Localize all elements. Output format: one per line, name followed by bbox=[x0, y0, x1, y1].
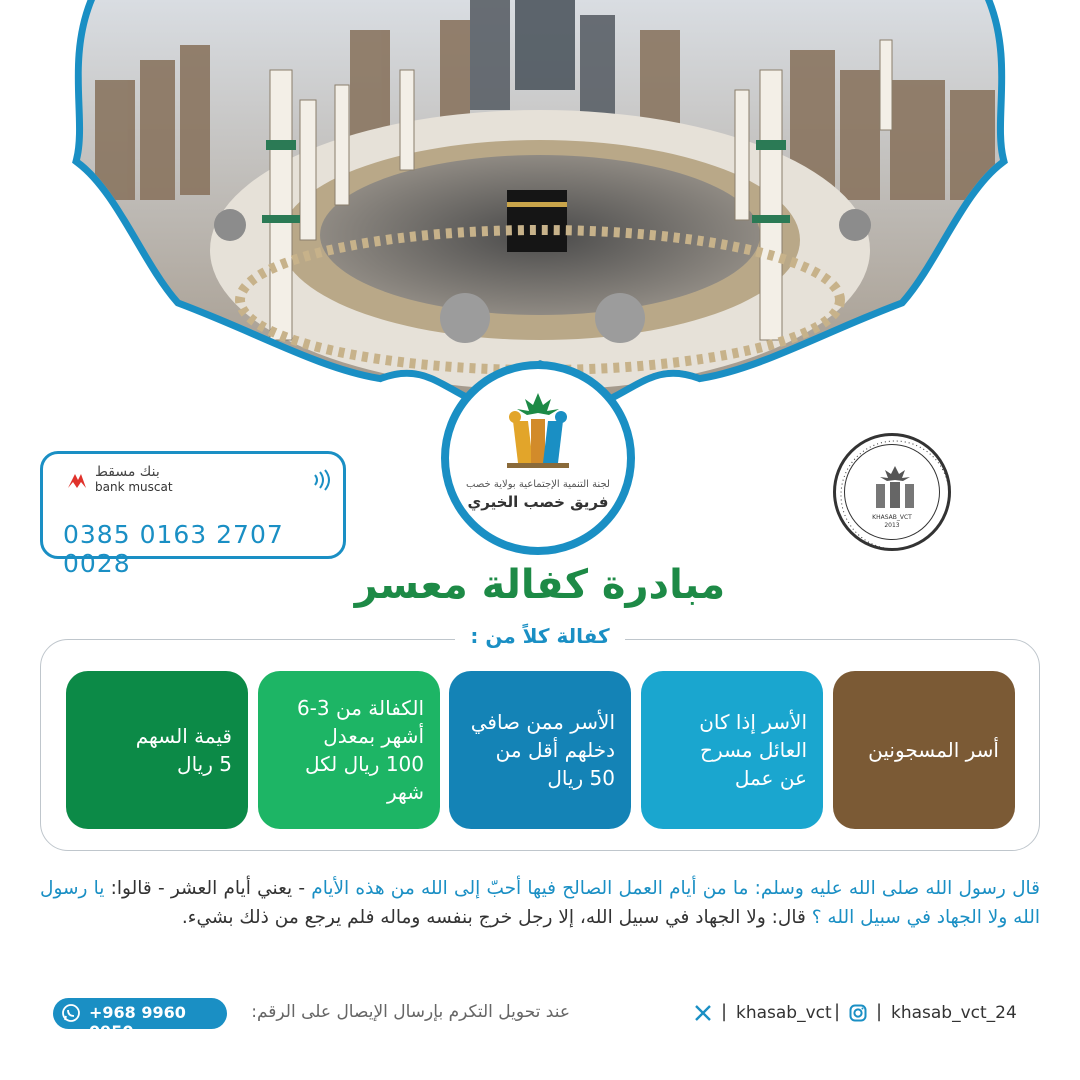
card-share-value bbox=[66, 671, 248, 829]
logo-subtitle: لجنة التنمية الإجتماعية بولاية خصب bbox=[466, 479, 610, 490]
card-line: 100 ريال لكل bbox=[304, 752, 424, 776]
stamp-code: KHASAB_VCT bbox=[872, 514, 912, 521]
card-line: قيمة السهم bbox=[135, 724, 232, 748]
card-line: 50 ريال bbox=[547, 766, 615, 790]
card-unemployed-families bbox=[641, 671, 823, 829]
stamp-emblem-icon bbox=[836, 436, 954, 554]
separator: | bbox=[834, 1001, 841, 1022]
card-line: 5 ريال bbox=[177, 752, 232, 776]
hadith-part-3: يا رسول الله ولا الجهاد في سبيل الله ؟ bbox=[40, 878, 1040, 928]
stamp-year: 2013 bbox=[884, 522, 900, 529]
x-twitter-icon[interactable] bbox=[694, 1004, 712, 1022]
instagram-icon[interactable] bbox=[849, 1004, 867, 1022]
card-line: العائل مسرح bbox=[700, 738, 807, 762]
card-line: أسر المسجونين bbox=[868, 738, 999, 762]
hadith-part-1: قال رسول الله صلى الله عليه وسلم: ما من أيام العمل الصالح فيها أحبّ إلى الله من هذه الأيام bbox=[311, 878, 1041, 899]
logo-name: فريق خصب الخيري bbox=[467, 493, 609, 511]
bank-muscat-logo-icon bbox=[65, 468, 89, 492]
account-number: 0385 0163 2707 0028 bbox=[63, 520, 284, 578]
team-stamp bbox=[833, 433, 951, 551]
x-handle[interactable]: khasab_vct bbox=[736, 1003, 832, 1023]
instagram-handle[interactable]: khasab_vct_24 bbox=[891, 1003, 1017, 1023]
bank-name-ar: بنك مسقط bbox=[95, 464, 160, 480]
card-line: عن عمل bbox=[734, 766, 807, 790]
card-sponsorship-duration bbox=[258, 671, 440, 829]
card-line: الأسر ممن صافي bbox=[470, 710, 615, 734]
panel-heading: كفالة كلاً من : bbox=[455, 624, 625, 654]
whatsapp-icon bbox=[61, 1003, 81, 1023]
phone-number: +968 9960 0950 bbox=[89, 1003, 186, 1041]
contactless-icon bbox=[311, 468, 333, 492]
transfer-note: عند تحويل التكرم بإرسال الإيصال على الرقم: bbox=[251, 1002, 570, 1022]
hadith-part-4: قال: ولا الجهاد في سبيل الله، إلا رجل خرج بنفسه وماله فلم يرجع من ذلك بشيء. bbox=[181, 907, 812, 928]
card-line: شهر bbox=[386, 780, 424, 804]
card-line: أشهر بمعدل bbox=[323, 724, 424, 748]
card-low-income-families bbox=[449, 671, 631, 829]
team-logo bbox=[441, 361, 635, 555]
bank-account-card bbox=[40, 451, 346, 578]
card-prisoner-families bbox=[833, 671, 1015, 829]
hadith-part-2: - يعني أيام العشر - قالوا: bbox=[104, 878, 312, 899]
separator: | bbox=[721, 1001, 728, 1022]
whatsapp-phone[interactable] bbox=[53, 998, 227, 1041]
bank-name-en: bank muscat bbox=[95, 480, 173, 494]
card-line: الأسر إذا كان bbox=[699, 710, 807, 734]
card-line: الكفالة من 3-6 bbox=[296, 696, 424, 720]
separator: | bbox=[876, 1001, 883, 1022]
team-logo-emblem-icon bbox=[493, 391, 583, 471]
page-title: مبادرة كفالة معسر bbox=[354, 562, 726, 608]
card-line: دخلهم أقل من bbox=[495, 738, 615, 762]
hadith-text bbox=[40, 874, 1040, 932]
